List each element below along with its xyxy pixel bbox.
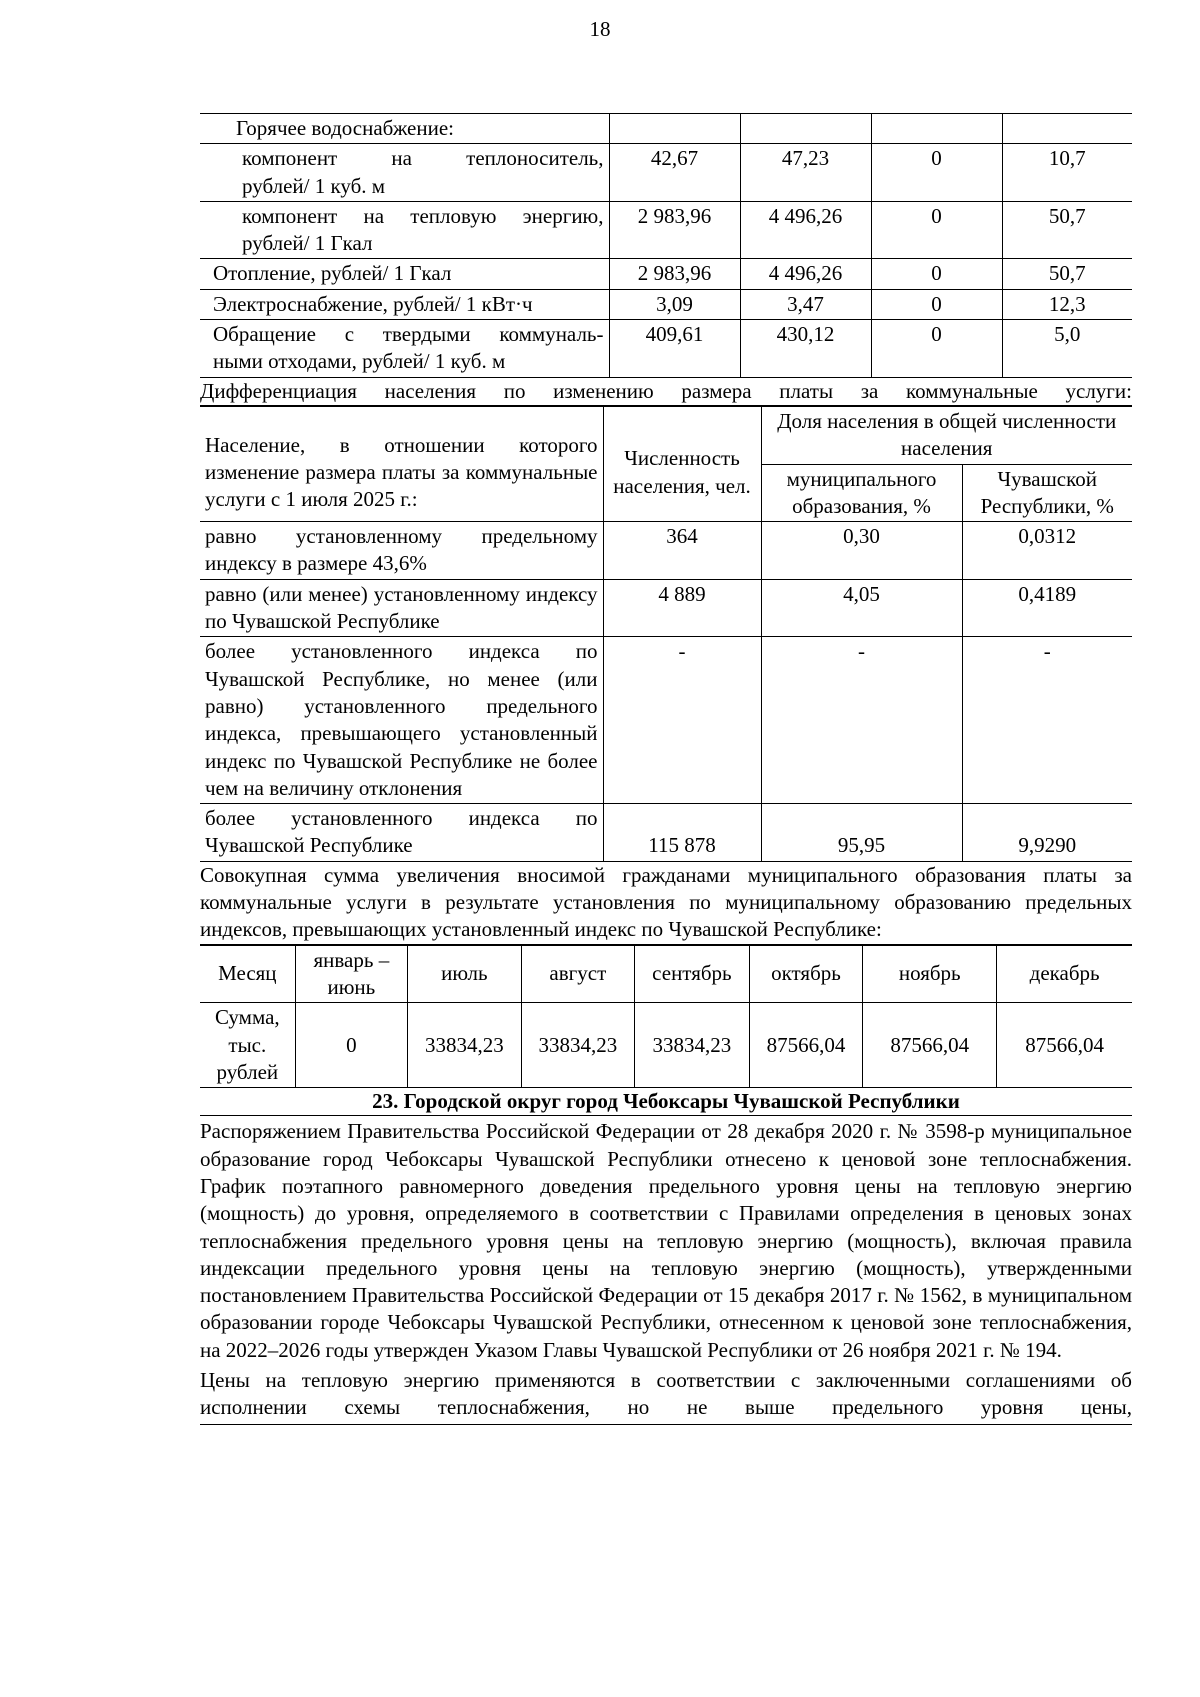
cell-value: 3,47 xyxy=(740,289,871,319)
header-november: ноябрь xyxy=(863,945,997,1003)
monthly-sum-table xyxy=(200,945,1132,1088)
sum-label: Сумма, тыс. рублей xyxy=(200,1003,295,1088)
differentiation-caption: Дифференциация населения по изменению размера платы за коммунальные услуги: xyxy=(200,378,1132,406)
table-row xyxy=(200,579,1132,637)
cell-value: 0 xyxy=(871,289,1002,319)
cell-value: 33834,23 xyxy=(408,1003,522,1088)
row-label: более установленного индекса по Чувашской Республике, но менее (или равно) установленного предельного индекса, превышающего установленный индекс по Чувашской Республике не более чем на величину отклонения xyxy=(200,637,603,804)
row-label: Обращение с твердыми коммуналь- ными отходами, рублей/ 1 куб. м xyxy=(200,320,609,378)
header-share: Доля населения в общей численности населения xyxy=(761,406,1132,464)
cell-municipal: - xyxy=(761,637,962,804)
table-row xyxy=(200,1003,1132,1088)
cell-value: 2 983,96 xyxy=(609,259,740,289)
cell-municipal: 4,05 xyxy=(761,579,962,637)
cell-value: 10,7 xyxy=(1002,144,1132,202)
table-row xyxy=(200,320,1132,378)
differentiation-table xyxy=(200,406,1132,862)
header-august: август xyxy=(521,945,635,1003)
header-july: июль xyxy=(408,945,522,1003)
table-row xyxy=(200,522,1132,580)
cell-value: 42,67 xyxy=(609,144,740,202)
cell-value: 0 xyxy=(871,320,1002,378)
section-paragraph: Распоряжением Правительства Российской Федерации от 28 декабря 2020 г. № 3598-р муниципальное образование город Чебоксары Чувашской Республики отнесено к ценовой зоне теплоснабжения. График поэтапного равномерного доведения предельного уровня цены на тепловую энергию (мощность) до уровня, определяемого в соответствии с Правилами определения в ценовых зонах теплоснабжения предельного уровня цены на тепловую энергию (мощность), включая правила индексации предельного уровня цены на тепловую энергию (мощность), утвержденными постановлением Правительства Российской Федерации от 15 декабря 2017 г. № 1562, в муниципальном образовании городе Чебоксары Чувашской Республики, отнесенном к ценовой зоне теплоснабжения, на 2022–2026 годы утвержден Указом Главы Чувашской Республики от 26 ноября 2021 г. № 194. xyxy=(200,1119,1132,1362)
cell-republic: 9,9290 xyxy=(962,804,1132,862)
cell-value: 2 983,96 xyxy=(609,201,740,259)
cell-value: 0 xyxy=(295,1003,407,1088)
cell-value: 50,7 xyxy=(1002,201,1132,259)
section-heading: 23. Городской округ город Чебоксары Чувашской Республики xyxy=(200,1088,1132,1116)
cell-value: 0 xyxy=(871,259,1002,289)
cell-value: 0 xyxy=(871,144,1002,202)
section-paragraph: Цены на тепловую энергию применяются в соответствии с заключенными соглашениями об исполнении схемы теплоснабжения, но не выше предельного уровня цены, xyxy=(200,1367,1132,1425)
row-label: равно (или менее) установленному индексу по Чувашской Республике xyxy=(200,579,603,637)
row-label: равно установленному предельному индексу в размере 43,6% xyxy=(200,522,603,580)
tariff-table xyxy=(200,113,1132,378)
cell-value: 3,09 xyxy=(609,289,740,319)
row-label: более установленного индекса по Чувашской Республике xyxy=(200,804,603,862)
cell-value: 5,0 xyxy=(1002,320,1132,378)
table-row xyxy=(200,637,1132,804)
cell-republic: - xyxy=(962,637,1132,804)
cell-count: - xyxy=(603,637,761,804)
cell-value: 33834,23 xyxy=(521,1003,635,1088)
cell-republic: 0,4189 xyxy=(962,579,1132,637)
table-row xyxy=(200,201,1132,259)
table-row xyxy=(200,289,1132,319)
row-label: Электроснабжение, рублей/ 1 кВт·ч xyxy=(200,289,609,319)
table-row xyxy=(200,259,1132,289)
table-row xyxy=(200,144,1132,202)
header-month: Месяц xyxy=(200,945,295,1003)
row-label: компонент на теплоноситель, рублей/ 1 куб. м xyxy=(200,144,609,202)
cell-value: 4 496,26 xyxy=(740,259,871,289)
row-label: компонент на тепловую энергию, рублей/ 1 Гкал xyxy=(200,201,609,259)
cell-value: 409,61 xyxy=(609,320,740,378)
table-header-row xyxy=(200,406,1132,464)
row-label: Отопление, рублей/ 1 Гкал xyxy=(200,259,609,289)
cell-count: 115 878 xyxy=(603,804,761,862)
cell-count: 4 889 xyxy=(603,579,761,637)
total-increase-text: Совокупная сумма увеличения вносимой гражданами муниципального образования платы за коммунальные услуги в результате установления по муниципальному образованию предельных индексов, превышающих установленный индекс по Чувашской Республике: xyxy=(200,862,1132,945)
cell-value: 4 496,26 xyxy=(740,201,871,259)
header-december: декабрь xyxy=(997,945,1132,1003)
cell-value: 430,12 xyxy=(740,320,871,378)
header-republic: Чувашской Республики, % xyxy=(962,464,1132,522)
header-municipal: муниципального образования, % xyxy=(761,464,962,522)
cell-value: 33834,23 xyxy=(635,1003,750,1088)
page-number: 18 xyxy=(589,17,611,41)
cell-municipal: 0,30 xyxy=(761,522,962,580)
header-october: октябрь xyxy=(749,945,863,1003)
cell-value: 87566,04 xyxy=(997,1003,1132,1088)
header-jan-jun: январь – июнь xyxy=(295,945,407,1003)
cell-value: 50,7 xyxy=(1002,259,1132,289)
cell-value: 0 xyxy=(871,201,1002,259)
cell-value: 87566,04 xyxy=(749,1003,863,1088)
table-row xyxy=(200,804,1132,862)
cell-municipal: 95,95 xyxy=(761,804,962,862)
cell-value: 47,23 xyxy=(740,144,871,202)
cell-value: 87566,04 xyxy=(863,1003,997,1088)
cell-republic: 0,0312 xyxy=(962,522,1132,580)
table-row xyxy=(200,114,1132,144)
header-population: Население, в отношении которого изменение размера платы за коммунальные услуги с 1 июля 2025 г.: xyxy=(200,406,603,521)
cell-count: 364 xyxy=(603,522,761,580)
document-page xyxy=(200,56,1132,1425)
header-september: сентябрь xyxy=(635,945,750,1003)
row-label: Горячее водоснабжение: xyxy=(200,114,609,144)
table-header-row xyxy=(200,945,1132,1003)
cell-value: 12,3 xyxy=(1002,289,1132,319)
header-count: Численность населения, чел. xyxy=(603,406,761,521)
